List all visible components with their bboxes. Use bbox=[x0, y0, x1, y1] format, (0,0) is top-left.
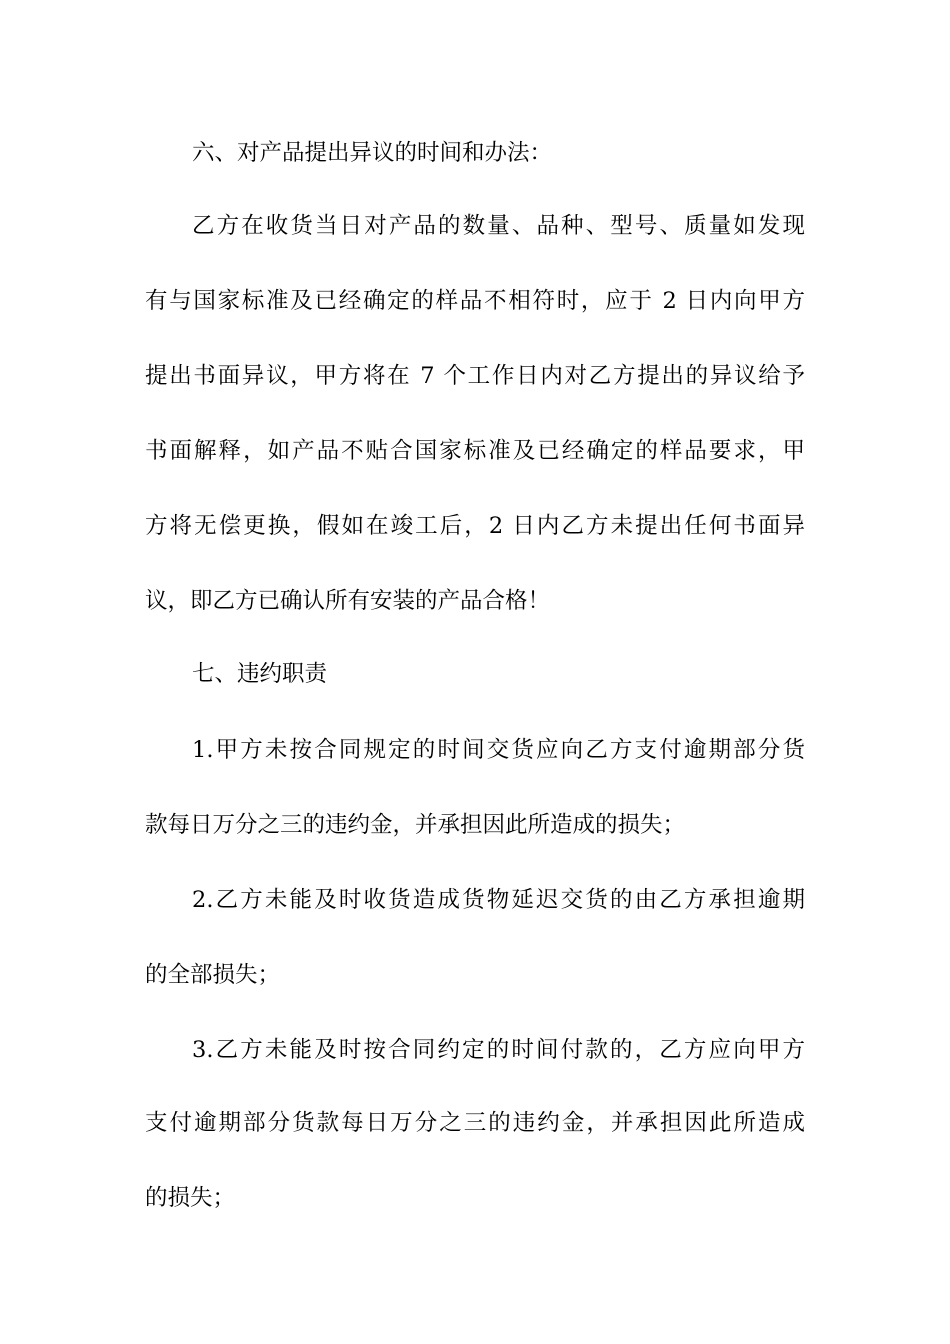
item-1-line-1: 1.甲方未按合同规定的时间交货应向乙方支付逾期部分货 bbox=[192, 737, 805, 763]
section-6-line-4: 书面解释，如产品不贴合国家标准及已经确定的样品要求，甲 bbox=[145, 438, 805, 464]
section-6-line-1: 乙方在收货当日对产品的数量、品种、型号、质量如发现 bbox=[192, 213, 805, 239]
section-6-line-5: 方将无偿更换，假如在竣工后，2 日内乙方未提出任何书面异 bbox=[145, 513, 805, 539]
item-2-line-2: 的全部损失； bbox=[145, 962, 281, 988]
section-6-heading: 六、对产品提出异议的时间和办法： bbox=[192, 140, 553, 166]
section-6-line-2: 有与国家标准及已经确定的样品不相符时，应于 2 日内向甲方 bbox=[145, 288, 805, 314]
section-6-line-3: 提出书面异议，甲方将在 7 个工作日内对乙方提出的异议给予 bbox=[145, 363, 805, 389]
item-3-line-3: 的损失； bbox=[145, 1185, 236, 1211]
item-3-line-1: 3.乙方未能及时按合同约定的时间付款的，乙方应向甲方 bbox=[192, 1037, 805, 1063]
item-2-line-1: 2.乙方未能及时收货造成货物延迟交货的由乙方承担逾期 bbox=[192, 887, 805, 913]
section-7-heading: 七、违约职责 bbox=[192, 661, 328, 687]
section-6-line-6: 议，即乙方已确认所有安装的产品合格！ bbox=[145, 588, 551, 614]
item-1-line-2: 款每日万分之三的违约金，并承担因此所造成的损失； bbox=[145, 812, 686, 838]
item-3-line-2: 支付逾期部分货款每日万分之三的违约金，并承担因此所造成 bbox=[145, 1110, 805, 1136]
